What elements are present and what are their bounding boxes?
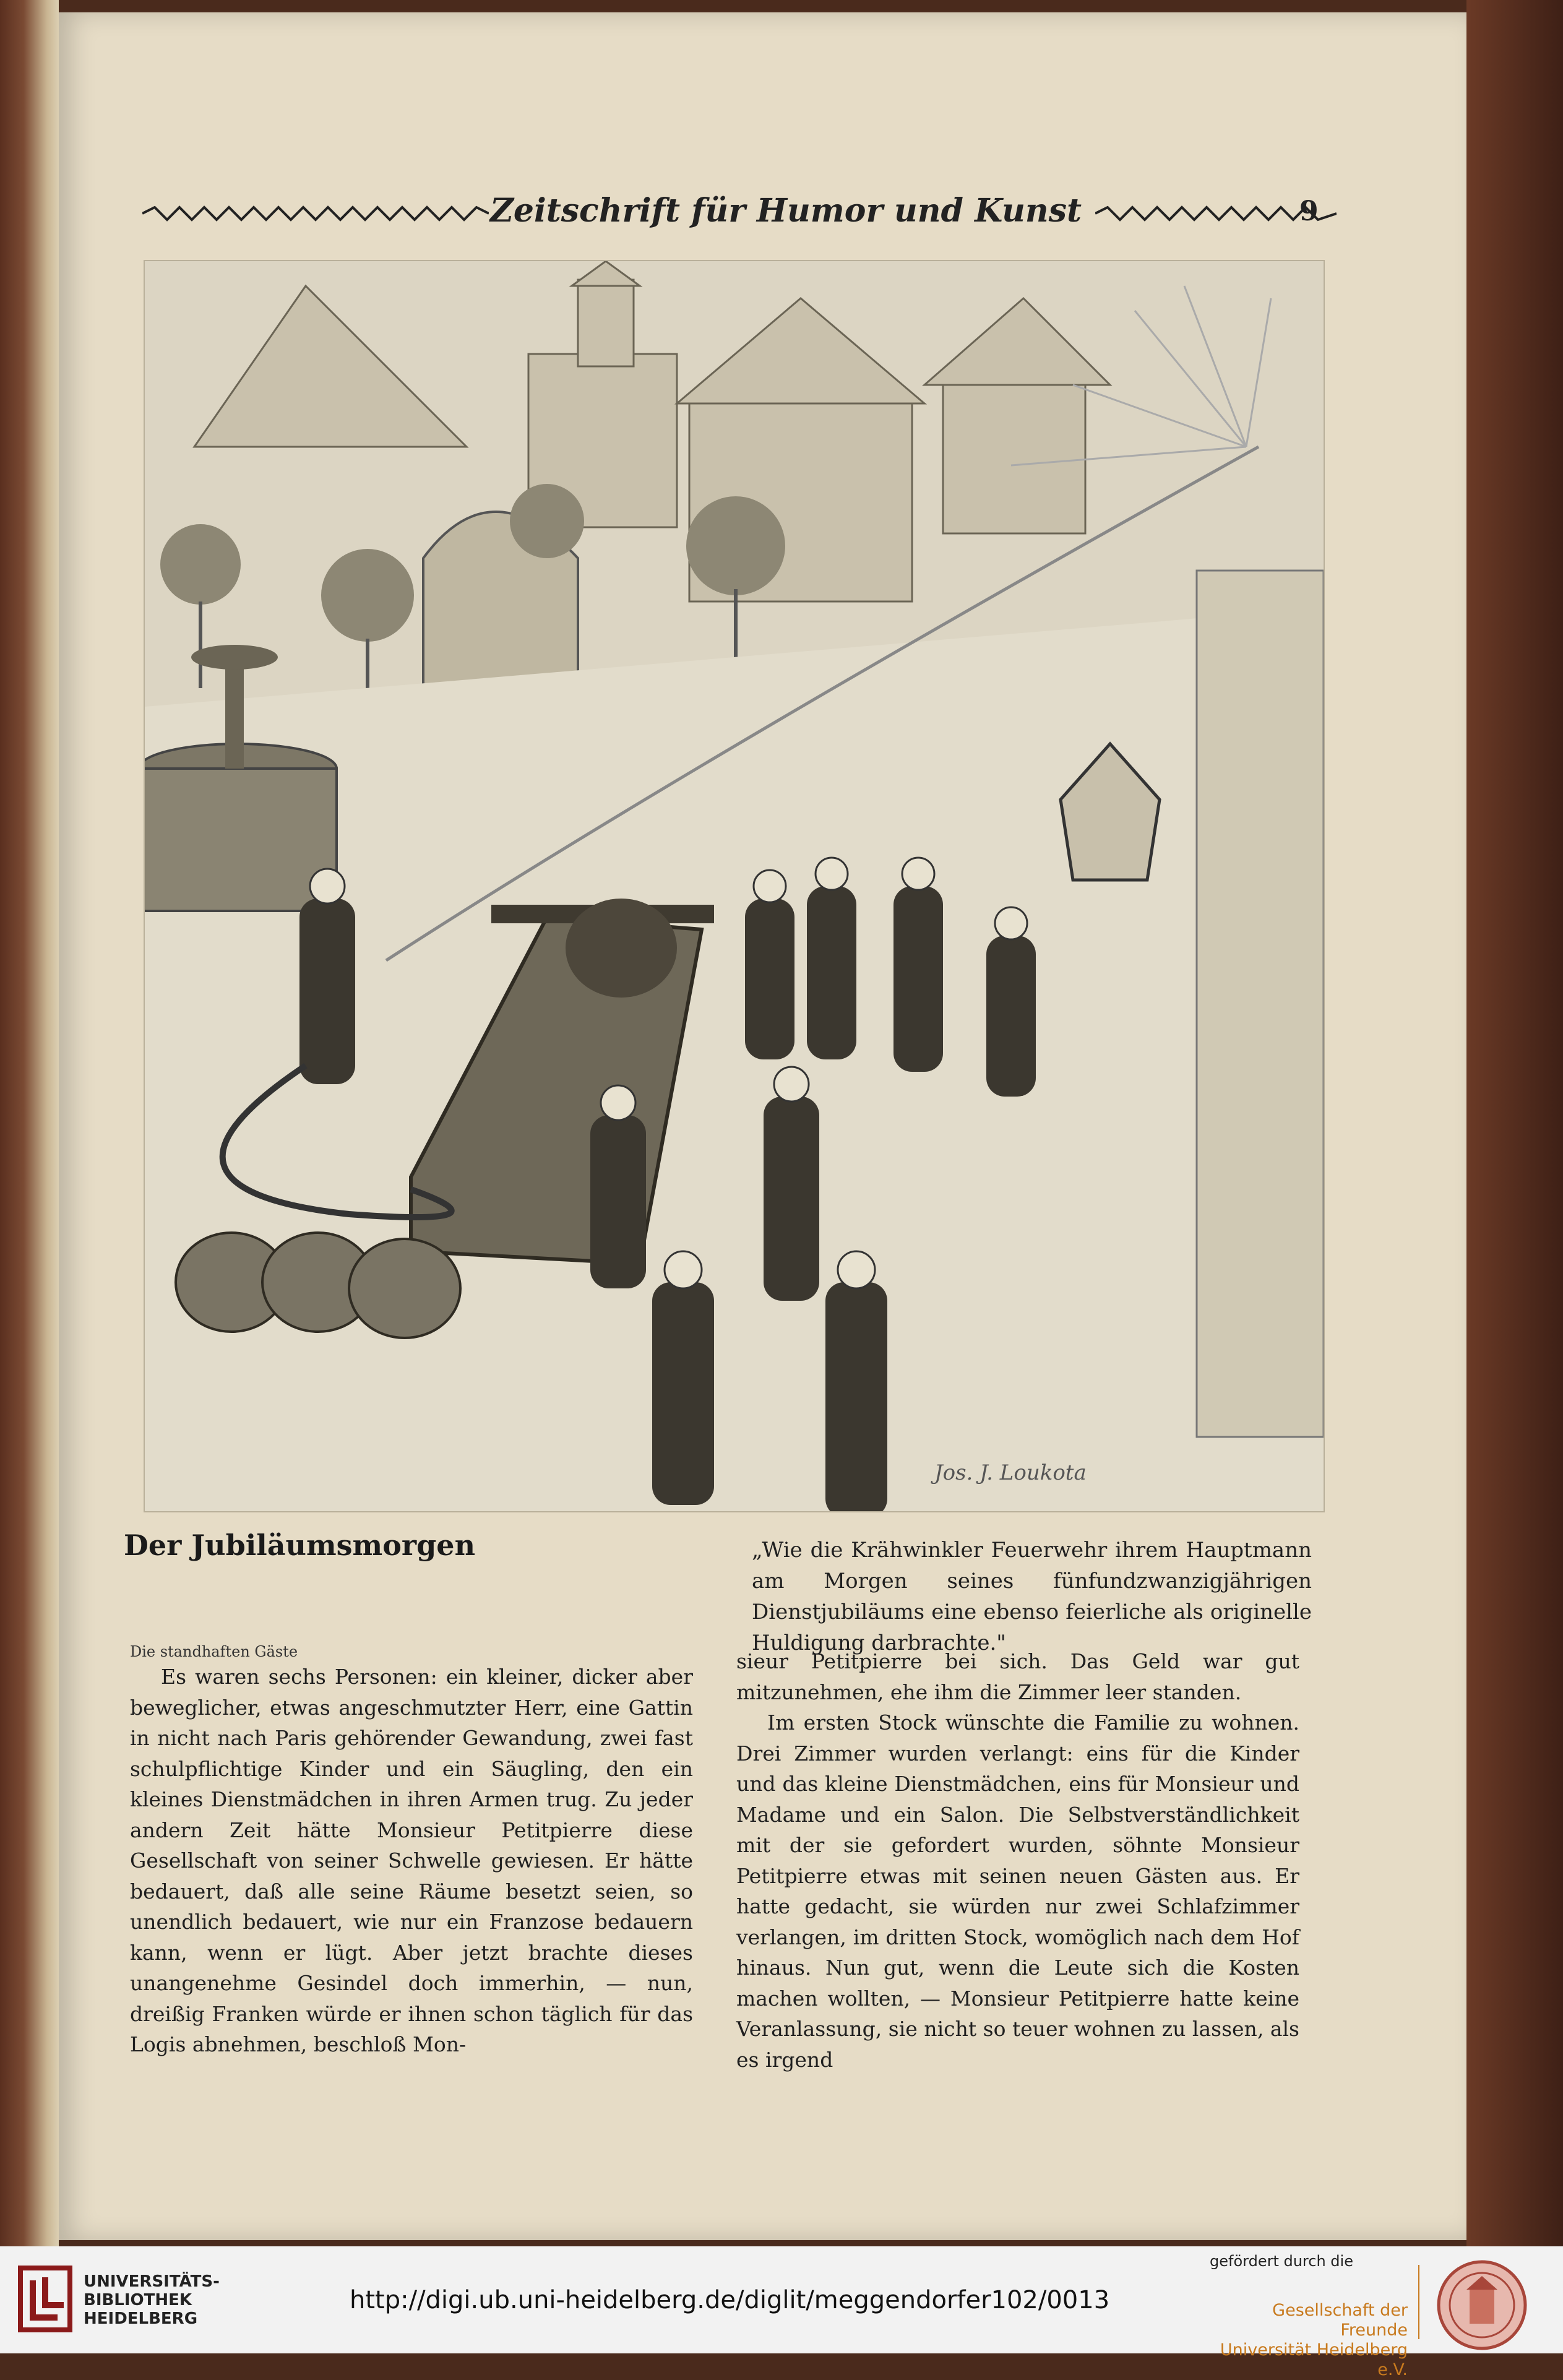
- illustration-title: Der Jubiläumsmorgen: [124, 1528, 476, 1562]
- paragraph: sieur Petitpierre bei sich. Das Geld war gut mitzunehmen, ehe ihm die Zimmer leer standen.: [736, 1649, 1299, 1704]
- header-ornament-left: [142, 204, 489, 223]
- footer-divider: [1418, 2265, 1419, 2339]
- page-header: [142, 186, 1337, 241]
- header-title: Zeitschrift für Humor und Kunst: [489, 192, 1082, 230]
- library-line: UNIVERSITÄTS-: [84, 2272, 220, 2291]
- permalink-url[interactable]: http://digi.ub.uni-heidelberg.de/diglit/meggendorfer102/0013: [350, 2286, 1110, 2314]
- book-spine-edge: [0, 0, 59, 2246]
- paragraph: Im ersten Stock wünschte die Familie zu wohnen. Drei Zimmer wurden verlangt: eins für die Kinder und das kleine Dienstmädchen, eins für Monsieur und Madame und ein Salon. Die Selbstverständlichkeit mit der sie gefordert wurden, söhnte Monsieur Petitpierre etwas mit seinen neuen Gästen aus. Er hatte gedacht, sie würden nur zwei Schlafzimmer verlangen, im dritten Stock, womöglich nach dem Hof hinaus. Nun gut, wenn die Leute sich die Kosten machen wollten, — Monsieur Petitpierre hatte keine Veranlassung, sie nicht so teuer wohnen zu lassen, als es irgend: [736, 1710, 1299, 2072]
- digitization-footer: [0, 2246, 1563, 2379]
- story-heading: Die standhaften Gäste: [130, 1643, 298, 1660]
- paragraph: Es waren sechs Personen: ein kleiner, dicker aber beweglicher, etwas angeschmutzter Herr, eine Gattin in nicht nach Paris gehörender Gewandung, zwei fast schulpflichtige Kinder und ein Säugling, den ein kleines Dienstmädchen in ihren Armen trug. Zu jeder andern Zeit hätte Monsieur Petitpierre diese Gesellschaft von seiner Schwelle gewiesen. Er hätte bedauert, daß alle seine Räume besetzt seien, so unendlich bedauert, wie nur ein Franzose bedauern kann, wenn er lügt. Aber jetzt brachte dieses unangenehme Gesindel doch immerhin, — nun, dreißig Franken würde er ihnen schon täglich für das Logis abnehmen, beschloß Mon-: [130, 1665, 693, 2056]
- library-line: BIBLIOTHEK: [84, 2291, 192, 2309]
- illustration-fire-brigade: [144, 260, 1325, 1512]
- story-column-right: [736, 1646, 1299, 2075]
- book-cover-edge: [1466, 0, 1563, 2246]
- library-line: HEIDELBERG: [84, 2309, 198, 2328]
- illustration-caption: „Wie die Krähwinkler Feuerwehr ihrem Hauptmann am Morgen seines fünfundzwanzigjährigen Dienstjubiläums eine ebenso feierliche als originelle Huldigung darbrachte.": [752, 1538, 1312, 1655]
- university-seal-icon: [1436, 2259, 1528, 2352]
- sketch-drawing: [145, 261, 1324, 1511]
- library-name: [84, 2272, 220, 2328]
- page-number: 9: [1299, 196, 1319, 227]
- society-name: [1210, 2301, 1408, 2380]
- university-library-logo-icon: [17, 2265, 73, 2333]
- society-line: Universität Heidelberg e.V.: [1220, 2340, 1408, 2379]
- artist-signature: Jos. J. Loukota: [934, 1460, 1087, 1485]
- story-column-left: [130, 1662, 693, 2060]
- funded-by-label: gefördert durch die: [1210, 2253, 1353, 2270]
- society-line: Gesellschaft der Freunde: [1272, 2301, 1408, 2340]
